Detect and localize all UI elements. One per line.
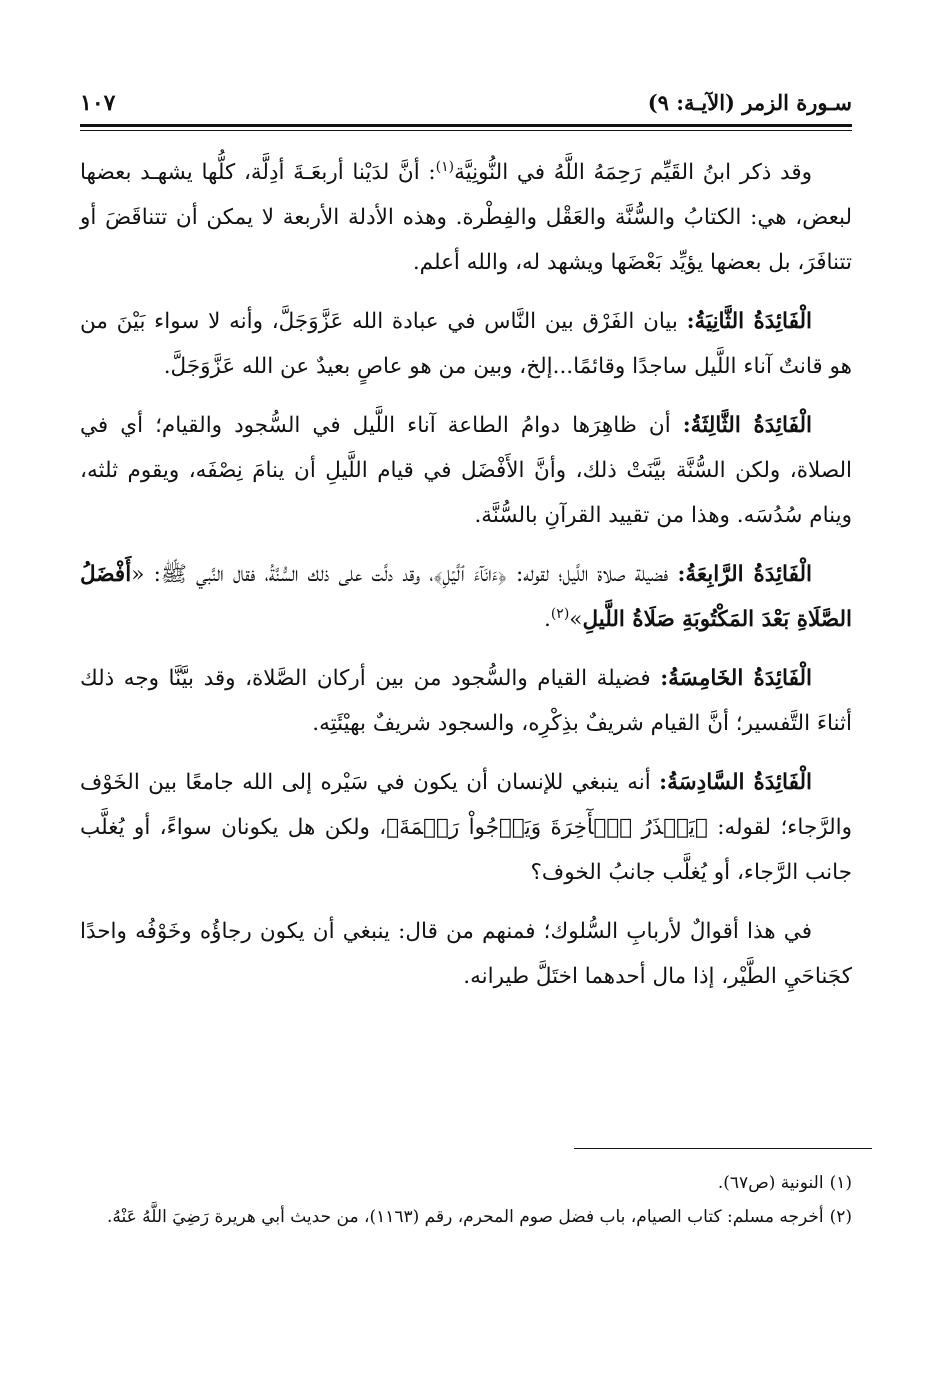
benefit-heading: الْفَائِدَةُ الثَّالِثَةُ: — [682, 413, 812, 438]
paragraph-text: : أنَّ لدَيْنا أربعَـةَ أدِلَّة، كلُّها يشهـد بعضها لبعض، هي: الكتابُ والسُّنَّة والعَقْل والفِطْرة. وهذه الأدلة الأربعة لا يمكن أن تتناقَضَ أو تتنافَرَ، بل بعضها يؤيِّد بَعْضَها ويشهد له، والله أعلم. — [80, 160, 852, 275]
footnote-item — [80, 1200, 852, 1234]
footnote-ref: (١) — [435, 158, 455, 175]
paragraph-intro — [80, 150, 852, 285]
benefit-heading: الْفَائِدَةُ السَّادِسَةُ: — [659, 770, 812, 795]
footnotes — [80, 1166, 852, 1234]
paragraph-benefit-4 — [80, 552, 852, 642]
footnote-divider — [574, 1148, 872, 1149]
paragraph-benefit-6 — [80, 760, 852, 895]
paragraph-text: أن ظاهِرَها دوامُ الطاعة آناء اللَّيل في السُّجود والقيام؛ أي في الصلاة، ولكن السُّنَّة بيَّنَتْ ذلك، وأنَّ الأَفْضَل في قيام اللَّيلِ أن ينامَ نِصْفَه، ويقوم ثلثه، وينام سُدُسَه. وهذا من تقييد القرآنِ بالسُّنَّة. — [80, 413, 852, 528]
main-text — [80, 150, 852, 1013]
benefit-heading: الْفَائِدَةُ الثَّانِيَةُ: — [686, 309, 812, 334]
page-header — [80, 84, 852, 127]
paragraph-text: فضيلة القيام والسُّجود من بين أركان الصَّلاة، وقد بيَّنَّا وجه ذلك أثناءَ التَّفسير؛ أنَّ القيام شريفٌ بذِكْرِه، والسجود شريفٌ بهيْئَتِه. — [80, 666, 852, 736]
hadith-quote: أَفْضَلُ الصَّلَاةِ بَعْدَ المَكْتُوبَةِ صَلَاةُ اللَّيلِ — [80, 562, 852, 632]
paragraph-text: وقد ذكر ابنُ القَيِّم رَحِمَهُ اللَّهُ في النُّونِيَّة — [454, 160, 812, 185]
benefit-heading: الْفَائِدَةُ الخَامِسَةُ: — [660, 666, 812, 691]
paragraph-text: أنه ينبغي للإنسان أن يكون في سَيْره إلى الله جامعًا بين الخَوْف والرَّجاء؛ لقوله: — [80, 770, 852, 840]
paragraph-text: ، وقد دلَّت على ذلك السُّنَّةُ، فقال النَّبي ﷺ: « — [131, 562, 434, 587]
paragraph-text: » — [569, 607, 583, 632]
footnote-item — [80, 1166, 852, 1200]
page-number: ١٠٧ — [80, 90, 116, 116]
footnote-text: أخرجه مسلم: كتاب الصيام، باب فضل صوم المحرم، رقم (١١٦٣)، من حديث أبي هريرة رَضِيَ اللَّهُ عَنْهُ. — [106, 1207, 824, 1227]
paragraph-text: فضيلة صلاة اللَّيل؛ لقوله: — [506, 562, 678, 587]
paragraph-text: في هذا أقوالٌ لأربابِ السُّلوك؛ فمنهم من قال: ينبغي أن يكون رجاؤُه وخَوْفُه واحدًا كجَناحَيِ الطَّيْر، إذا مال أحدهما اختَلَّ طيرانه. — [80, 919, 852, 989]
paragraph-benefit-5 — [80, 656, 852, 746]
running-title: سـورة الزمر (الآيـة: ٩) — [647, 90, 852, 115]
benefit-heading: الْفَائِدَةُ الرَّابِعَةُ: — [677, 562, 813, 587]
footnote-text: النونية (ص٦٧). — [717, 1173, 824, 1193]
quran-quote: ﴿ءَانَآءَ ٱلَّيۡلِ﴾ — [433, 562, 507, 587]
paragraph-text: بيان الفَرْق بين النَّاس في عبادة الله عَزَّوَجَلَّ، وأنه لا سواء بَيْنَ من هو قانتٌ آناء اللَّيل ساجدًا وقائمًا...إلخ، وبين من هو عاصٍ بعيدٌ عن الله عَزَّوَجَلَّ. — [80, 309, 852, 379]
paragraph-text: . — [543, 607, 551, 632]
quran-quote: ﴿يَحۡذَرُ ٱلۡأٓخِرَةَ وَيَرۡجُواْ رَحۡمَةَ﴾ — [386, 815, 708, 840]
footnote-number: (١) — [829, 1173, 852, 1193]
paragraph-text: ، ولكن هل يكونان سواءً، أو يُغلَّب جانب الرَّجاء، أو يُغلَّب جانبُ الخوف؟ — [80, 815, 852, 885]
paragraph-benefit-3 — [80, 403, 852, 538]
paragraph-conclusion — [80, 909, 852, 999]
footnote-number: (٢) — [829, 1207, 852, 1227]
footnote-ref: (٢) — [550, 605, 570, 622]
paragraph-benefit-2 — [80, 299, 852, 389]
